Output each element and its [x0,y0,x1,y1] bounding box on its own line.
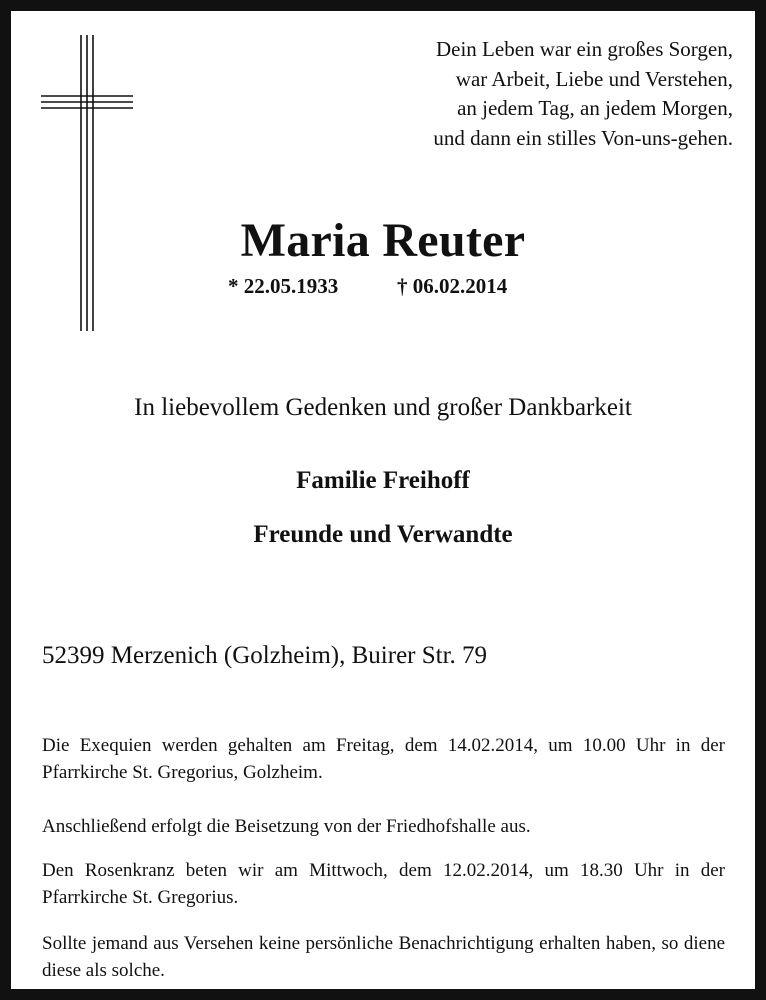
deceased-name: Maria Reuter [240,214,526,267]
address: 52399 Merzenich (Golzheim), Buirer Str. 79 [42,642,488,669]
death-date: † 06.02.2014 [397,274,508,298]
memorial-poem [313,35,733,153]
burial-paragraph: Anschließend erfolgt die Beisetzung von der Friedhofshalle aus. [42,816,531,837]
notification-paragraph: Sollte jemand aus Versehen keine persönliche Benachrichtigung erhalten haben, so diene diese als solche. [42,933,725,981]
poem-line: Dein Leben war ein großes Sorgen, [435,37,733,61]
funeral-mass-paragraph: Die Exequien werden gehalten am Freitag, dem 14.02.2014, um 10.00 Uhr in der Pfarrkirche St. Gregorius, Golzheim. [42,735,725,783]
latin-cross-icon [41,35,133,336]
poem-line: und dann ein stilles Von-uns-gehen. [433,125,733,150]
rosary-paragraph: Den Rosenkranz beten wir am Mittwoch, dem 12.02.2014, um 18.30 Uhr in der Pfarrkirche St. Gregorius. [42,860,725,908]
mourner-friends: Freunde und Verwandte [253,521,513,548]
memory-line: In liebevollem Gedenken und großer Dankbarkeit [134,394,632,421]
poem-line: an jedem Tag, an jedem Morgen, [457,96,733,120]
birth-date: * 22.05.1933 [228,274,339,298]
mourner-family: Familie Freihoff [296,467,470,494]
poem-line: war Arbeit, Liebe und Verstehen, [455,66,733,91]
